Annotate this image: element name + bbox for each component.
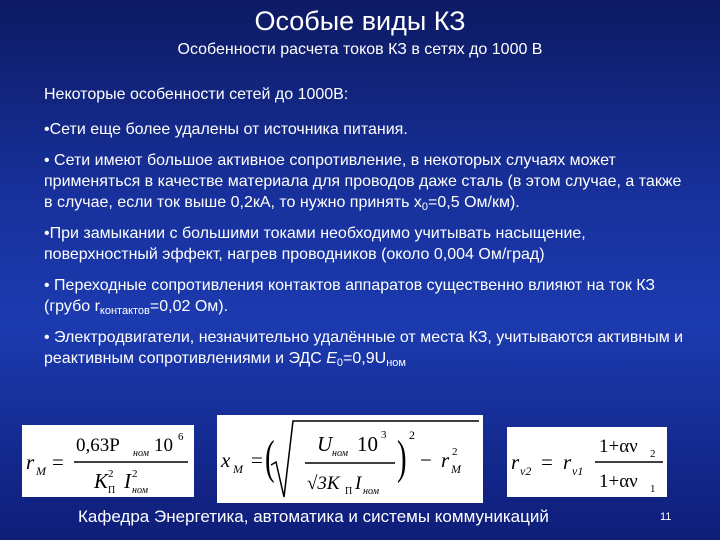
f2-lhs-sub: M [233,462,243,476]
bullet-2 [44,150,684,213]
page-number: 11 [660,511,672,523]
bullet-5-text: • Электродвигатели, незначительно удалённые от места КЗ, учитываются активным и реактивным сопротивлениями и ЭДС [44,329,684,367]
f3-eq: = [541,450,553,474]
f1-num-pow: 10 [154,435,173,456]
f2-num-sub: ном [332,448,348,459]
f2-num-pow: 10 [357,432,378,456]
f3-lhs-sub: ν2 [520,464,532,478]
f2-eq: = [251,448,263,472]
f2-lparen: ( [265,430,275,484]
footer-department: Кафедра Энергетика, автоматика и системы коммуникаций [78,507,549,526]
formula-motor-resistance [22,425,194,497]
bullet-4-end: =0,02 Ом). [149,298,229,315]
slide-subtitle: Особенности расчета токов КЗ в сетях до 1000 В [177,41,543,58]
f3-num: 1+αν [599,436,638,457]
f3-den-sub: 1 [650,483,656,495]
f1-den-sub: П [108,485,116,496]
bullet-2-sub: 0 [421,201,429,213]
f1-lhs-sub: M [36,464,46,478]
f3-r1: r [563,450,572,474]
f1-num-sub: ном [133,448,149,459]
f1-den-exp: 2 [108,468,114,480]
slide-content [44,84,684,379]
bullet-5-mid: =0,9U [343,350,387,367]
f2-exp: 2 [409,428,415,442]
f2-den-sub: П [345,486,353,497]
f1-den-i-sub: ном [132,485,148,496]
f1-den-i: I [124,469,131,493]
f2-den-i: I [355,473,362,494]
bullet-5-esub: 0 [336,357,344,369]
bullet-5-usub: ном [386,357,406,369]
f3-lhs: r [511,450,520,474]
f1-eq: = [52,450,64,474]
bullet-2-end: =0,5 Ом/км). [428,194,520,211]
f1-num-exp: 6 [178,431,184,443]
f2-lhs: x [221,448,231,472]
f2-num-exp: 3 [381,429,387,441]
bullet-4 [44,275,684,317]
formula-resistance-temperature [507,427,667,497]
bullet-4-sub: контактов [99,305,150,317]
f2-den-i-sub: ном [363,486,379,497]
formula-motor-reactance [217,415,483,503]
bullet-5 [44,327,684,369]
f2-r: r [441,448,450,472]
f2-rparen: ) [397,430,407,484]
f2-r-exp: 2 [452,446,458,458]
bullet-5-e: E [326,350,337,367]
slide-title: Особые виды КЗ [254,6,466,36]
bullet-1: •Сети еще более удалены от источника питания. [44,121,408,138]
f3-den: 1+αν [599,471,638,492]
f3-r1-sub: ν1 [572,464,584,478]
f2-r-sub: M [451,462,461,476]
f2-den: √3K [307,473,340,494]
f3-num-sub: 2 [650,448,656,460]
bullet-2-text: • Сети имеют большое активное сопротивление, в некоторых случаях может применяться в качестве материала для проводов даже сталь (в этом случае, а также в случае, если ток выше 0,2кА, то нужно принять х [44,152,682,211]
f1-lhs: r [26,450,35,474]
f2-minus: − [420,448,432,472]
f1-num: 0,63P [76,435,120,456]
f1-den-i-exp: 2 [132,468,138,480]
intro-text: Некоторые особенности сетей до 1000В: [44,86,349,103]
f2-num: U [317,432,333,456]
bullet-4-text: • Переходные сопротивления контактов аппаратов существенно влияют на ток КЗ (грубо r [44,277,656,315]
f1-den: K [94,469,109,493]
bullet-3: •При замыкании с большими токами необходимо учитывать насыщение, поверхностный эффект, нагрев проводников (около 0,004 Ом/град) [44,225,586,263]
